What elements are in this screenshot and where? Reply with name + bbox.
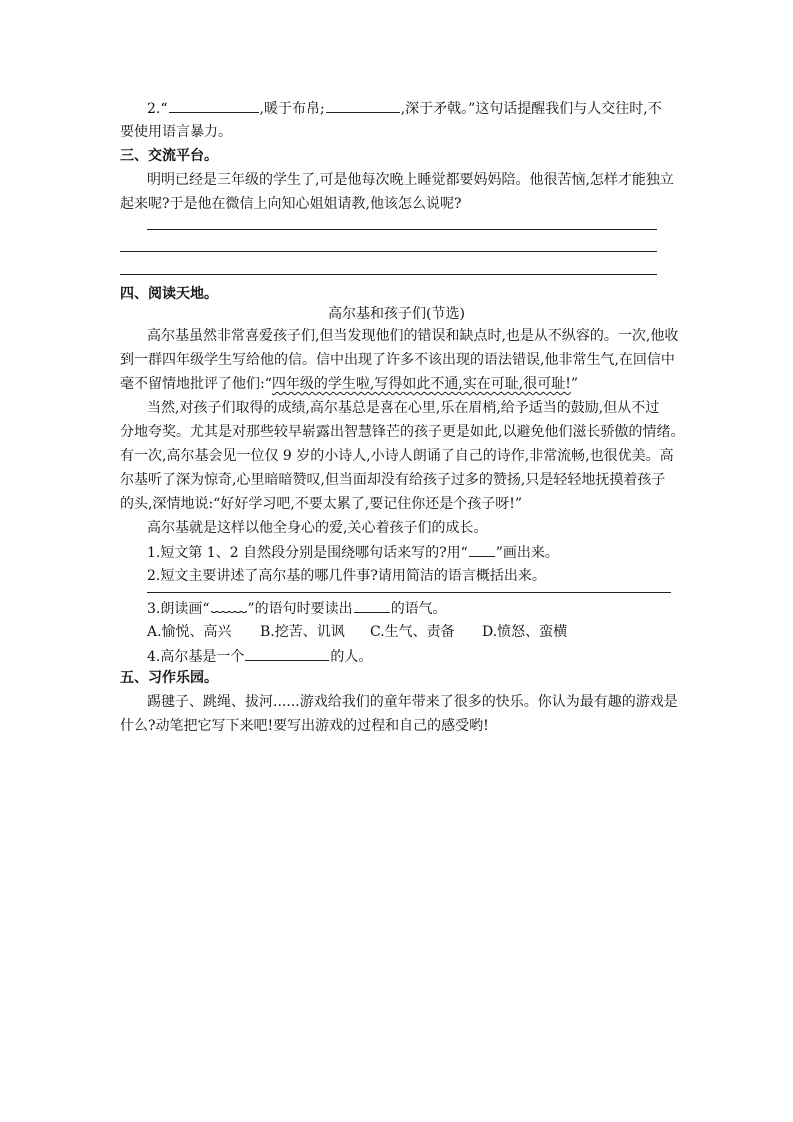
section-5-paragraph-line1: 踢毽子、跳绳、拔河......游戏给我们的童年带来了很多的快乐。你认为最有趣的游戏是: [147, 694, 678, 710]
answer-blank[interactable]: [354, 598, 390, 613]
section-4-title: 四、阅读天地。: [120, 286, 218, 302]
reading-question-2: 2.短文主要讲述了高尔基的哪几件事?请用简洁的语言概括出来。: [147, 568, 546, 584]
fill-question-2: [147, 98, 662, 119]
option-b[interactable]: B.挖苦、讥讽: [260, 624, 345, 640]
option-c[interactable]: C.生气、责备: [370, 624, 455, 640]
article-para2-line4: 尔基听了深为惊奇,心里暗暗赞叹,但当面却没有给孩子过多的赞扬,只是轻轻地抚摸着孩子: [120, 472, 666, 488]
wavy-underline-sample: [211, 605, 247, 613]
question-1-tail: ”画出来。: [495, 545, 559, 561]
reading-question-3: [147, 598, 447, 619]
reading-question-4: [147, 646, 372, 667]
question-text-tail: ,深于矛戟。”这句话提醒我们与人交往时,不: [400, 101, 662, 117]
question-3-tail: 的语气。: [390, 601, 447, 617]
article-para1-line2: 到一群四年级学生写给他的信。信中出现了许多不该出现的语法错误,他非常生气,在回信中: [120, 352, 675, 368]
answer-line[interactable]: [147, 592, 671, 593]
fill-question-2-line2: 要使用语言暴力。: [120, 124, 232, 140]
answer-blank-1[interactable]: [169, 98, 259, 113]
answer-blank[interactable]: [245, 646, 329, 661]
section-5-paragraph-line2: 什么?动笔把它写下来吧!要写出游戏的过程和自己的感受哟!: [120, 718, 489, 734]
option-d[interactable]: D.愤怒、蛮横: [482, 624, 568, 640]
answer-line[interactable]: [147, 229, 657, 230]
article-para1-line1: 高尔基虽然非常喜爱孩子们,但当发现他们的错误和缺点时,也是从不纵容的。一次,他收: [147, 328, 679, 344]
section-3-paragraph-line1: 明明已经是三年级的学生了,可是他每次晚上睡觉都要妈妈陪。他很苦恼,怎样才能独立: [147, 172, 674, 188]
section-3-paragraph-line2: 起来呢?于是他在微信上向知心姐姐请教,他该怎么说呢?: [120, 196, 462, 212]
reading-question-1: [147, 542, 559, 563]
option-a[interactable]: A.愉悦、高兴: [147, 624, 232, 640]
article-para2-line5: 的头,深情地说:“好好学习吧,不要太累了,要记住你还是个孩子呀!”: [120, 496, 523, 512]
answer-blank-2[interactable]: [326, 98, 400, 113]
open-quote: “: [160, 101, 168, 117]
underline-sample: [469, 542, 495, 557]
question-1-text: 1.短文第 1、2 自然段分别是围绕哪句话来写的?用“: [147, 545, 468, 561]
article-para2-line3: 有一次,高尔基会见一位仅 9 岁的小诗人,小诗人朗诵了自己的诗作,非常流畅,也很优美。高: [120, 448, 674, 464]
question-3-text: 3.朗读画“: [147, 601, 210, 617]
article-para2-line2: 分地夸奖。尤其是对那些较早崭露出智慧锋芒的孩子更是如此,以避免他们滋长骄傲的情绪。: [120, 424, 685, 440]
answer-line[interactable]: [120, 274, 657, 275]
question-text-mid: ,暖于布帛;: [259, 101, 325, 117]
question-4-tail: 的人。: [330, 649, 373, 665]
article-title: 高尔基和孩子们(节选): [328, 306, 465, 322]
quote-lead: 毫不留情地批评了他们:“: [120, 376, 272, 392]
question-4-text: 4.高尔基是一个: [147, 649, 245, 665]
close-quote: ”: [570, 376, 579, 392]
answer-line[interactable]: [120, 251, 657, 252]
question-number: 2.: [147, 101, 161, 117]
section-5-title: 五、习作乐园。: [120, 670, 218, 686]
section-3-title: 三、交流平台。: [120, 148, 218, 164]
article-para2-line1: 当然,对孩子们取得的成绩,高尔基总是喜在心里,乐在眉梢,给予适当的鼓励,但从不过: [147, 400, 660, 416]
article-para3: 高尔基就是这样以他全身心的爱,关心着孩子们的成长。: [147, 520, 488, 536]
question-3-mid: ”的语句时要读出: [247, 601, 353, 617]
article-para1-line3: [120, 374, 578, 394]
wavy-underlined-quote: 四年级的学生啦,写得如此不通,实在可耻,很可耻!: [271, 376, 571, 392]
